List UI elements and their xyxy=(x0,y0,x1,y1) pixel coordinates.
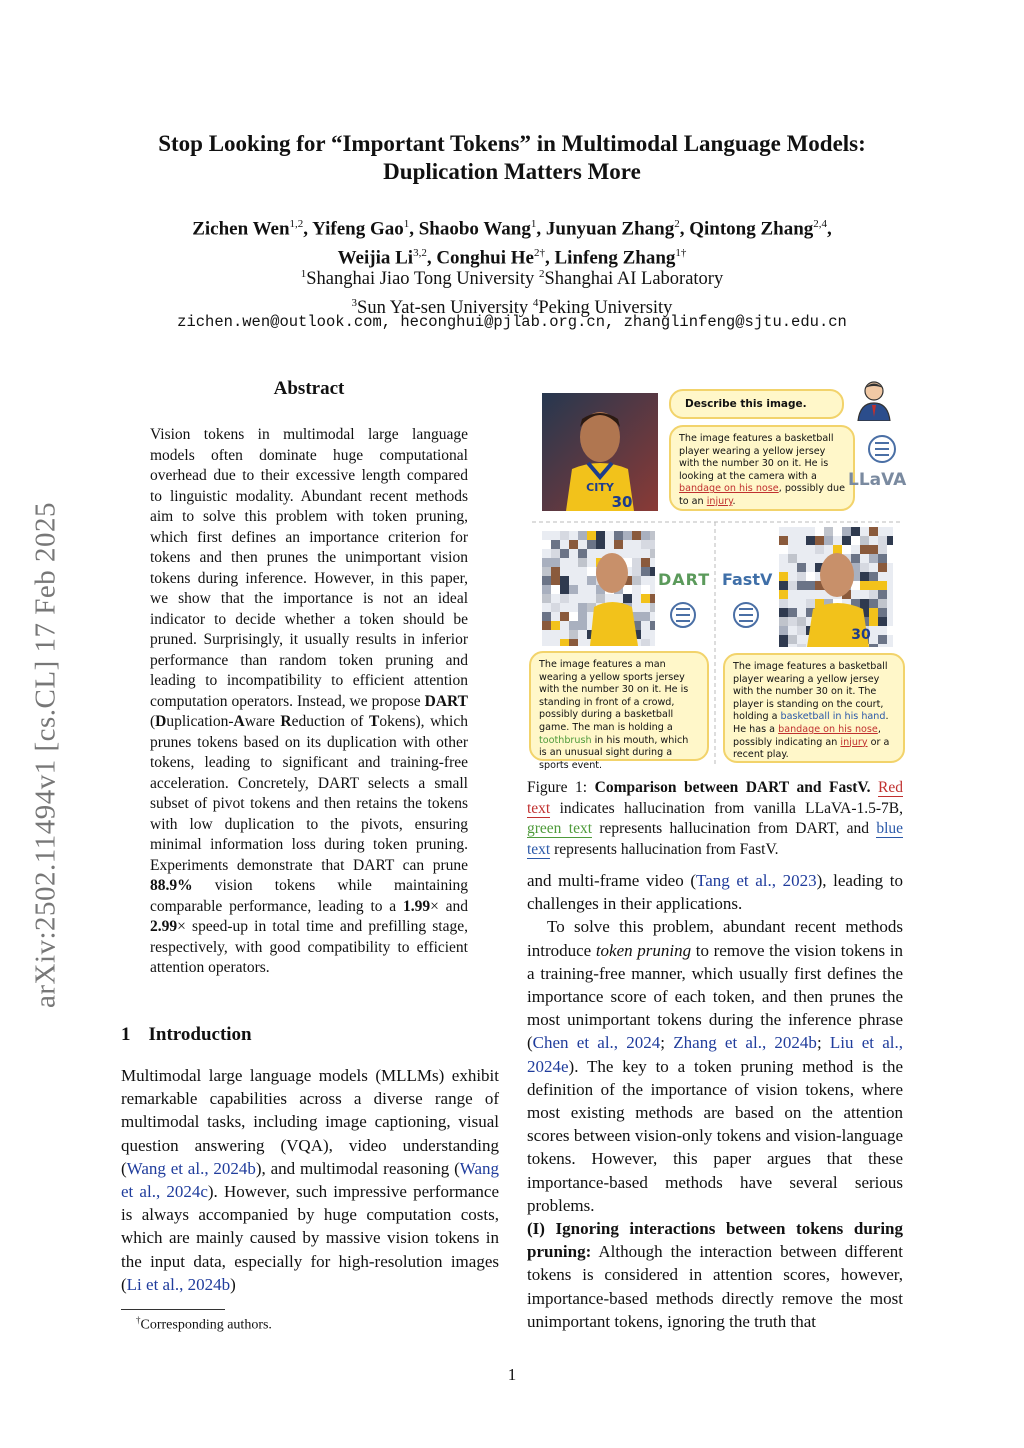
image-token-patch xyxy=(578,603,587,612)
affiliation: Shanghai AI Laboratory xyxy=(544,269,724,290)
affiliations: $^1$Shanghai Jiao Tong University $^2$Shanghai AI Laboratory $^3$Sun Yat-sen University $^4$Peking University xyxy=(300,268,724,319)
author-name: Qintong Zhang xyxy=(689,218,814,240)
image-token-patch xyxy=(869,644,878,647)
image-token-patch xyxy=(614,531,623,540)
image-token-patch xyxy=(869,608,878,617)
image-token-patch xyxy=(860,572,869,581)
image-token-patch xyxy=(779,545,788,554)
image-token-patch xyxy=(806,536,815,545)
image-token-patch xyxy=(851,536,860,545)
title-line-2: Duplication Matters More xyxy=(383,159,641,184)
fastv-pruned-image xyxy=(779,527,893,647)
image-token-patch xyxy=(788,608,797,617)
image-token-patch xyxy=(650,621,655,630)
image-token-patch xyxy=(878,536,887,545)
jersey-number: 30 xyxy=(611,493,633,511)
citation-link[interactable]: Li et al., 2024b xyxy=(126,1274,231,1294)
image-token-patch xyxy=(551,576,560,585)
image-token-patch xyxy=(569,540,578,549)
image-token-patch xyxy=(596,594,605,603)
image-token-patch xyxy=(878,581,887,590)
image-token-patch xyxy=(578,621,587,630)
image-token-patch xyxy=(560,576,569,585)
image-token-patch xyxy=(578,558,587,567)
author-emails: zichen.wen@outlook.com, heconghui@pjlab.org.cn, zhanglinfeng@sjtu.edu.cn xyxy=(177,313,847,331)
image-token-patch xyxy=(806,581,815,590)
fastv-model-icon xyxy=(730,597,762,633)
image-token-patch xyxy=(650,540,655,549)
image-token-patch xyxy=(797,581,806,590)
arxiv-id: arXiv:2502.11494v1 [cs.CL] 17 Feb 2025 xyxy=(29,501,62,1009)
author-name: Conghui He xyxy=(436,247,534,269)
fastv-label: FastV xyxy=(722,570,773,589)
image-token-patch xyxy=(542,558,551,567)
image-token-patch xyxy=(551,603,560,612)
section-heading-introduction: 1 Introduction xyxy=(121,1024,252,1045)
author-name: Zichen Wen xyxy=(192,218,290,240)
image-token-patch xyxy=(797,644,806,647)
jersey-number: 30 xyxy=(851,627,871,643)
image-token-patch xyxy=(869,554,878,563)
image-token-patch xyxy=(887,536,893,545)
image-token-patch xyxy=(560,639,569,646)
abstract-heading: Abstract xyxy=(273,378,345,399)
image-token-patch xyxy=(569,630,578,639)
image-token-patch xyxy=(788,581,797,590)
image-token-patch xyxy=(824,527,833,536)
image-token-patch xyxy=(779,617,788,626)
image-token-patch xyxy=(614,540,623,549)
intro-paragraph-continued: and multi-frame video (Tang et al., 2023), leading to challenges in their applications. xyxy=(527,871,903,914)
image-token-patch xyxy=(878,563,887,572)
image-token-patch xyxy=(815,545,824,554)
image-token-patch xyxy=(887,554,893,563)
image-token-patch xyxy=(578,612,587,621)
image-token-patch xyxy=(650,567,655,576)
image-token-patch xyxy=(842,527,851,536)
citation-link[interactable]: Liu et al., 2024e xyxy=(527,1033,904,1076)
author-name: Junyuan Zhang xyxy=(545,218,675,240)
prompt-bubble: Describe this image. xyxy=(669,389,844,419)
image-token-patch xyxy=(788,554,797,563)
image-token-patch xyxy=(587,567,596,576)
image-token-patch xyxy=(587,531,596,540)
image-token-patch xyxy=(779,536,788,545)
image-token-patch xyxy=(560,585,569,594)
image-token-patch xyxy=(797,617,806,626)
citation-link[interactable]: Tang et al., 2023 xyxy=(696,871,817,890)
image-token-patch xyxy=(779,635,788,644)
citation-link[interactable]: Wang et al., 2024c xyxy=(121,1158,499,1202)
image-token-patch xyxy=(551,549,560,558)
citation-link[interactable]: Wang et al., 2024b xyxy=(126,1158,256,1178)
image-token-patch xyxy=(788,617,797,626)
image-token-patch xyxy=(623,594,632,603)
image-token-patch xyxy=(779,599,788,608)
image-token-patch xyxy=(878,617,887,626)
image-token-patch xyxy=(641,594,650,603)
image-token-patch xyxy=(551,585,560,594)
image-token-patch xyxy=(860,536,869,545)
jersey-text: CITY xyxy=(586,481,614,494)
image-token-patch xyxy=(551,558,560,567)
image-token-patch xyxy=(542,621,551,630)
user-avatar-icon xyxy=(854,379,894,421)
image-token-patch xyxy=(587,540,596,549)
image-token-patch xyxy=(779,572,788,581)
image-token-patch xyxy=(860,563,869,572)
image-token-patch xyxy=(869,572,878,581)
image-token-patch xyxy=(887,545,893,554)
author-name: Weijia Li xyxy=(337,247,414,269)
image-token-patch xyxy=(551,621,560,630)
image-token-patch xyxy=(596,531,605,540)
image-token-patch xyxy=(869,545,878,554)
dart-answer-bubble: The image features a man wearing a yellow sports jersey with the number 30 on it. He is standing in front of a crowd, possibly during a basketball game. The man is holding a toothbrush in his mouth, which is an unusual sight during a sports event. xyxy=(529,651,709,761)
figure-1-caption: Figure 1: Comparison between DART and FastV. Red text indicates hallucination from vanilla LLaVA-1.5-7B, green text represents hallucination from DART, and blue text represents hallucination from FastV. xyxy=(527,779,904,858)
original-player-image xyxy=(542,393,658,511)
image-token-patch xyxy=(860,545,869,554)
image-token-patch xyxy=(641,585,650,594)
image-token-patch xyxy=(641,540,650,549)
intro-paragraph-2: To solve this problem, abundant recent methods introduce token pruning to remove the vision tokens in a training-free manner, which usually first defines the importance score of each token, and then prunes the most unimportant tokens during the inference phrase (Chen et al., 2024; Zhang et al., 2024b; Liu et al., 2024e). The key to a token pruning method is the definition of the importance of vision tokens, where most existing methods are based on the attention scores between vision-only tokens and vision-language tokens. However, this paper argues that these importance-based methods have several serious problems. xyxy=(527,917,904,1215)
image-token-patch xyxy=(623,531,632,540)
page-number: 1 xyxy=(507,1365,517,1384)
image-token-patch xyxy=(878,599,887,608)
image-token-patch xyxy=(824,536,833,545)
paper-title xyxy=(60,130,964,186)
image-token-patch xyxy=(788,635,797,644)
image-token-patch xyxy=(851,527,860,536)
affiliation: Shanghai Jiao Tong University xyxy=(306,269,539,290)
image-token-patch xyxy=(578,531,587,540)
image-token-patch xyxy=(887,626,893,635)
citation-link[interactable]: Zhang et al., 2024b xyxy=(673,1033,817,1053)
image-token-patch xyxy=(815,527,824,536)
citation-link[interactable]: Chen et al., 2024 xyxy=(532,1033,661,1053)
image-token-patch xyxy=(551,567,560,576)
image-token-patch xyxy=(650,531,655,540)
image-token-patch xyxy=(878,554,887,563)
image-token-patch xyxy=(860,581,869,590)
image-token-patch xyxy=(578,549,587,558)
image-token-patch xyxy=(806,599,815,608)
image-token-patch xyxy=(650,603,655,612)
intro-paragraph-1: Multimodal large language models (MLLMs) exhibit remarkable capabilities across a diverse range of multimodal tasks, including image captioning, visual question answering (VQA), video understanding (Wang et al., 2024b), and multimodal reasoning (Wang et al., 2024c). However, such impressive performance is always accompanied by huge computation costs, which are mainly caused by massive vision tokens in the input data, especially for high-resolution images (Li et al., 2024b) xyxy=(121,1066,499,1294)
image-token-patch xyxy=(779,626,788,635)
image-token-patch xyxy=(641,639,650,646)
dart-pruned-image xyxy=(542,531,655,646)
image-token-patch xyxy=(560,549,569,558)
image-token-patch xyxy=(650,594,655,603)
image-token-patch xyxy=(542,576,551,585)
right-column-text xyxy=(527,869,903,1333)
dart-model-icon xyxy=(667,597,699,633)
image-token-patch xyxy=(878,545,887,554)
image-token-patch xyxy=(878,590,887,599)
image-token-patch xyxy=(833,545,842,554)
dart-label: DART xyxy=(658,570,711,589)
image-token-patch xyxy=(878,608,887,617)
image-token-patch xyxy=(869,590,878,599)
image-token-patch xyxy=(797,626,806,635)
image-token-patch xyxy=(842,545,851,554)
affiliation: Peking University xyxy=(538,298,673,319)
image-token-patch xyxy=(542,585,551,594)
image-token-patch xyxy=(542,612,551,621)
image-token-patch xyxy=(779,608,788,617)
image-token-patch xyxy=(641,612,650,621)
image-token-patch xyxy=(641,558,650,567)
llava-answer-bubble: The image features a basketball player wearing a yellow jersey with the number 30 on it. He is looking at the camera with a bandage on his nose, possibly due to an injury. xyxy=(669,425,855,511)
image-token-patch xyxy=(878,635,887,644)
image-token-patch xyxy=(842,536,851,545)
fastv-answer-bubble: The image features a basketball player wearing a yellow jersey with the number 30 on it. The player is standing on the court, holding a basketball in his hand. He has a bandage on his nose, possibly indicating an injury or a recent play. xyxy=(723,653,905,763)
llava-model-icon xyxy=(865,429,899,469)
image-token-patch xyxy=(632,576,641,585)
image-token-patch xyxy=(797,563,806,572)
image-token-patch xyxy=(851,554,860,563)
image-token-patch xyxy=(779,644,788,647)
author-name: Linfeng Zhang xyxy=(554,247,676,269)
image-token-patch xyxy=(869,599,878,608)
image-token-patch xyxy=(560,612,569,621)
image-token-patch xyxy=(542,540,551,549)
image-token-patch xyxy=(815,536,824,545)
title-line-1: Stop Looking for “Important Tokens” in Multimodal Language Models: xyxy=(158,131,866,156)
image-token-patch xyxy=(641,531,650,540)
image-token-patch xyxy=(632,531,641,540)
image-token-patch xyxy=(542,594,551,603)
image-token-patch xyxy=(551,540,560,549)
image-token-patch xyxy=(587,576,596,585)
llava-label: LLaVA xyxy=(848,470,907,490)
image-token-patch xyxy=(632,558,641,567)
image-token-patch xyxy=(560,594,569,603)
image-token-patch xyxy=(560,531,569,540)
footnote: †Corresponding authors. xyxy=(136,1315,272,1333)
image-token-patch xyxy=(623,585,632,594)
image-token-patch xyxy=(569,612,578,621)
author-name: Shaobo Wang xyxy=(418,218,531,240)
image-token-patch xyxy=(860,599,869,608)
image-token-patch xyxy=(779,581,788,590)
image-token-patch xyxy=(596,540,605,549)
image-token-patch xyxy=(542,567,551,576)
author-list: Zichen Wen$^{1,2}$, Yifeng Gao$^1$, Shaobo Wang$^1$, Junyuan Zhang$^2$, Qintong Zhang$^{2,4}$, Weijia Li$^{3,2}$, Conghui $He^{2\dagger}$, Linfeng Zhang$^{1\dagger}$ xyxy=(192,218,832,269)
image-token-patch xyxy=(833,527,842,536)
abstract-body: Vision tokens in multimodal large language models often dominate huge computational overhead due to their excessive length compared to linguistic modality. Abundant recent methods aim to solve this problem with token pruning, which first defines an importance criterion for tokens and then prunes the unimportant vision tokens during inference. However, in this paper, we show that the importance is not an ideal indicator to decide whether a token should be pruned. Surprisingly, it usually results in inferior performance than random token pruning and leading to incompatibility to efficient attention computation operators. Instead, we propose DART (Duplication-Aware Reduction of Tokens), which prunes tokens based on its duplication with other tokens, leading to significant and training-free acceleration. Concretely, DART selects a small subset of pivot tokens and then retains the tokens with low duplication to the pivots, ensuring minimal information loss during token pruning. Experiments demonstrate that DART can prune 88.9% vision tokens while maintaining comparable performance, leading to a 1.99× and 2.99× speed-up in total time and prefilling stage, respectively, with good compatibility to efficient attention operators. xyxy=(150,426,468,976)
image-token-patch xyxy=(569,585,578,594)
image-token-patch xyxy=(869,617,878,626)
image-token-patch xyxy=(650,549,655,558)
intro-paragraph-3: (I) Ignoring interactions between tokens during pruning: Although the interaction between different tokens is considered in attention scores, however, importance-based methods directly remove the most unimportant tokens, ignoring the truth that xyxy=(527,1219,903,1331)
image-token-patch xyxy=(569,621,578,630)
arxiv-stamp xyxy=(26,455,66,1055)
author-name: Yifeng Gao xyxy=(312,218,404,240)
image-token-patch xyxy=(797,572,806,581)
image-token-patch xyxy=(569,639,578,646)
image-token-patch xyxy=(632,567,641,576)
image-token-patch xyxy=(806,572,815,581)
image-token-patch xyxy=(869,527,878,536)
affiliation: Sun Yat-sen University xyxy=(357,298,533,319)
image-token-patch xyxy=(869,581,878,590)
image-token-patch xyxy=(779,590,788,599)
image-token-patch xyxy=(641,567,650,576)
figure-1 xyxy=(527,375,907,770)
footnote-rule xyxy=(121,1309,225,1310)
